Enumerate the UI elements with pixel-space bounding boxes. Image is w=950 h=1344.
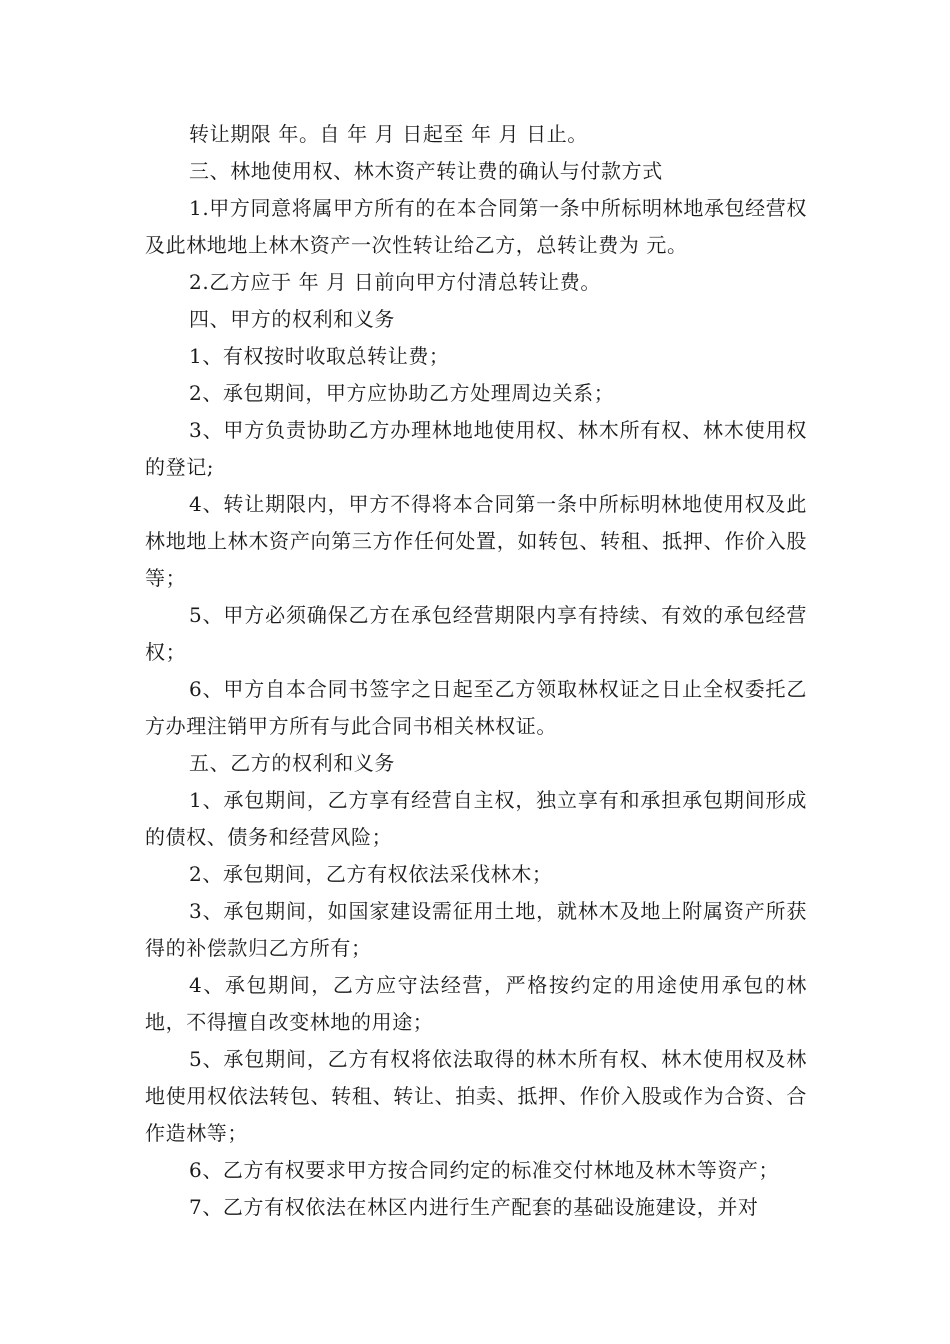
- paragraph-5-2: 2、承包期间，乙方有权依法采伐林木；: [189, 862, 553, 886]
- paragraph-4-1: 1、有权按时收取总转让费；: [189, 344, 450, 368]
- section-heading-3: 三、林地使用权、林木资产转让费的确认与付款方式: [189, 159, 663, 183]
- paragraph-4-6: 6、甲方自本合同书签字之日起至乙方领取林权证之日止全权委托乙方办理注销甲方所有与此合同书相关林权证。: [145, 677, 807, 738]
- paragraph-5-1: 1、承包期间，乙方享有经营自主权，独立享有和承担承包期间形成的债权、债务和经营风险；: [145, 788, 807, 849]
- paragraph-4-4: 4、转让期限内，甲方不得将本合同第一条中所标明林地使用权及此林地地上林木资产向第三方作任何处置，如转包、转租、抵押、作价入股等；: [145, 492, 807, 590]
- section-heading-5: 五、乙方的权利和义务: [189, 751, 395, 775]
- paragraph-3-2: 2.乙方应于 年 月 日前向甲方付清总转让费。: [189, 270, 601, 294]
- document-body: [145, 116, 807, 1226]
- paragraph-4-2: 2、承包期间，甲方应协助乙方处理周边关系；: [189, 381, 615, 405]
- paragraph-5-4: 4、承包期间，乙方应守法经营，严格按约定的用途使用承包的林地，不得擅自改变林地的用途；: [145, 973, 807, 1034]
- paragraph-5-3: 3、承包期间，如国家建设需征用土地，就林木及地上附属资产所获得的补偿款归乙方所有；: [145, 899, 807, 960]
- paragraph-term: 转让期限 年。自 年 月 日起至 年 月 日止。: [189, 122, 588, 146]
- paragraph-5-7: 7、乙方有权依法在林区内进行生产配套的基础设施建设，并对: [189, 1195, 759, 1219]
- paragraph-3-1: 1.甲方同意将属甲方所有的在本合同第一条中所标明林地承包经营权及此林地地上林木资产一次性转让给乙方，总转让费为 元。: [145, 196, 807, 257]
- paragraph-4-5: 5、甲方必须确保乙方在承包经营期限内享有持续、有效的承包经营权；: [145, 603, 807, 664]
- paragraph-4-3: 3、甲方负责协助乙方办理林地地使用权、林木所有权、林木使用权的登记;: [145, 418, 807, 479]
- paragraph-5-6: 6、乙方有权要求甲方按合同约定的标准交付林地及林木等资产；: [189, 1158, 780, 1182]
- section-heading-4: 四、甲方的权利和义务: [189, 307, 395, 331]
- paragraph-5-5: 5、承包期间，乙方有权将依法取得的林木所有权、林木使用权及林地使用权依法转包、转租、转让、拍卖、抵押、作价入股或作为合资、合作造林等；: [145, 1047, 807, 1145]
